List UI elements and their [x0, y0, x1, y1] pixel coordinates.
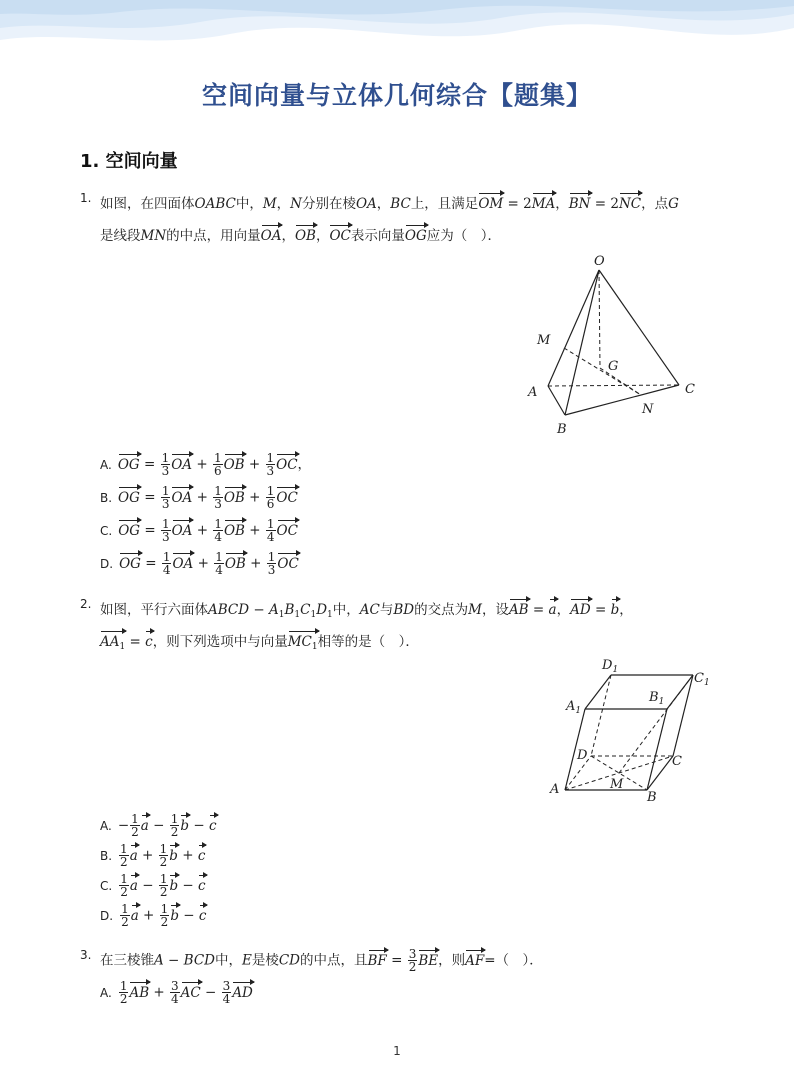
section-heading: 1. 空间向量: [80, 151, 178, 172]
question-2-line-1: 如图，平行六面体ABCD − $A_1B_1C_1D_1$中，AC与BD的交点为M，设AB = a，AD = b，: [100, 602, 633, 620]
figure-label: N: [642, 402, 654, 417]
figure-label: B: [557, 422, 567, 437]
question-2-option-a[interactable]: A. − $\frac{1}{2}$ a − $\frac{1}{2}$ b − c: [100, 812, 217, 839]
tetrahedron-figure: [520, 250, 710, 440]
question-2-line-2: $AA_1 = c$，则下列选项中与向量$MC_1$相等的是（ ）．: [100, 634, 419, 652]
question-1-line-1: 如图，在四面体OABC中，M，N分别在棱OA，BC上，且满足OM = 2MA，BN = 2NC，点G: [100, 196, 679, 212]
figure-label: $B_1$: [649, 690, 665, 707]
question-2-option-d[interactable]: D. $\frac{1}{2}$ a + $\frac{1}{2}$ b − c: [100, 902, 207, 929]
figure-label: $D_1$: [602, 658, 619, 675]
question-1-option-c[interactable]: C. OG = $\frac{1}{3}$ OA + $\frac{1}{4}$ OB + $\frac{1}{4}$ OC: [100, 517, 298, 544]
figure-label: G: [608, 359, 619, 374]
question-number: 1.: [80, 191, 92, 205]
question-1-option-d[interactable]: D. OG = $\frac{1}{4}$ OA + $\frac{1}{4}$ OB + $\frac{1}{3}$ OC: [100, 550, 299, 577]
question-2-option-b[interactable]: B. $\frac{1}{2}$ a + $\frac{1}{2}$ b + c: [100, 842, 206, 869]
figure-label: C: [672, 754, 682, 769]
figure-label: A: [528, 385, 538, 400]
question-number: 3.: [80, 948, 92, 962]
parallelepiped-figure: [540, 655, 720, 805]
question-1-option-a[interactable]: A. OG = $\frac{1}{3}$ OA + $\frac{1}{6}$ OB + $\frac{1}{3}$ OC，: [100, 451, 312, 478]
question-2-option-c[interactable]: C. $\frac{1}{2}$ a − $\frac{1}{2}$ b − c: [100, 872, 206, 899]
figure-label: M: [610, 777, 624, 792]
question-3-option-a[interactable]: A. $\frac{1}{2}$ AB + $\frac{3}{4}$ AC − $\frac{3}{4}$ AD: [100, 979, 253, 1006]
figure-label: A: [550, 782, 560, 797]
question-number: 2.: [80, 597, 92, 611]
question-3-line-1: 在三棱锥A − BCD中，E是棱CD的中点，且BF = $\frac{3}{2}$ BE，则AF=（ ）．: [100, 947, 543, 974]
question-1-option-b[interactable]: B. OG = $\frac{1}{3}$ OA + $\frac{1}{3}$ OB + $\frac{1}{6}$ OC: [100, 484, 298, 511]
page-number: 1: [393, 1044, 401, 1058]
figure-label: O: [594, 254, 605, 269]
question-1-line-2: 是线段MN的中点，用向量OA，OB，OC表示向量OG应为（ ）．: [100, 228, 501, 244]
figure-label: M: [537, 333, 551, 348]
figure-label: B: [647, 790, 657, 805]
figure-label: D: [577, 748, 588, 763]
figure-label: C: [685, 382, 695, 397]
page-title: 空间向量与立体几何综合【题集】: [201, 81, 592, 110]
figure-label: $A_1$: [566, 699, 582, 716]
header-wave-banner: [0, 0, 794, 60]
figure-label: $C_1$: [694, 671, 710, 688]
